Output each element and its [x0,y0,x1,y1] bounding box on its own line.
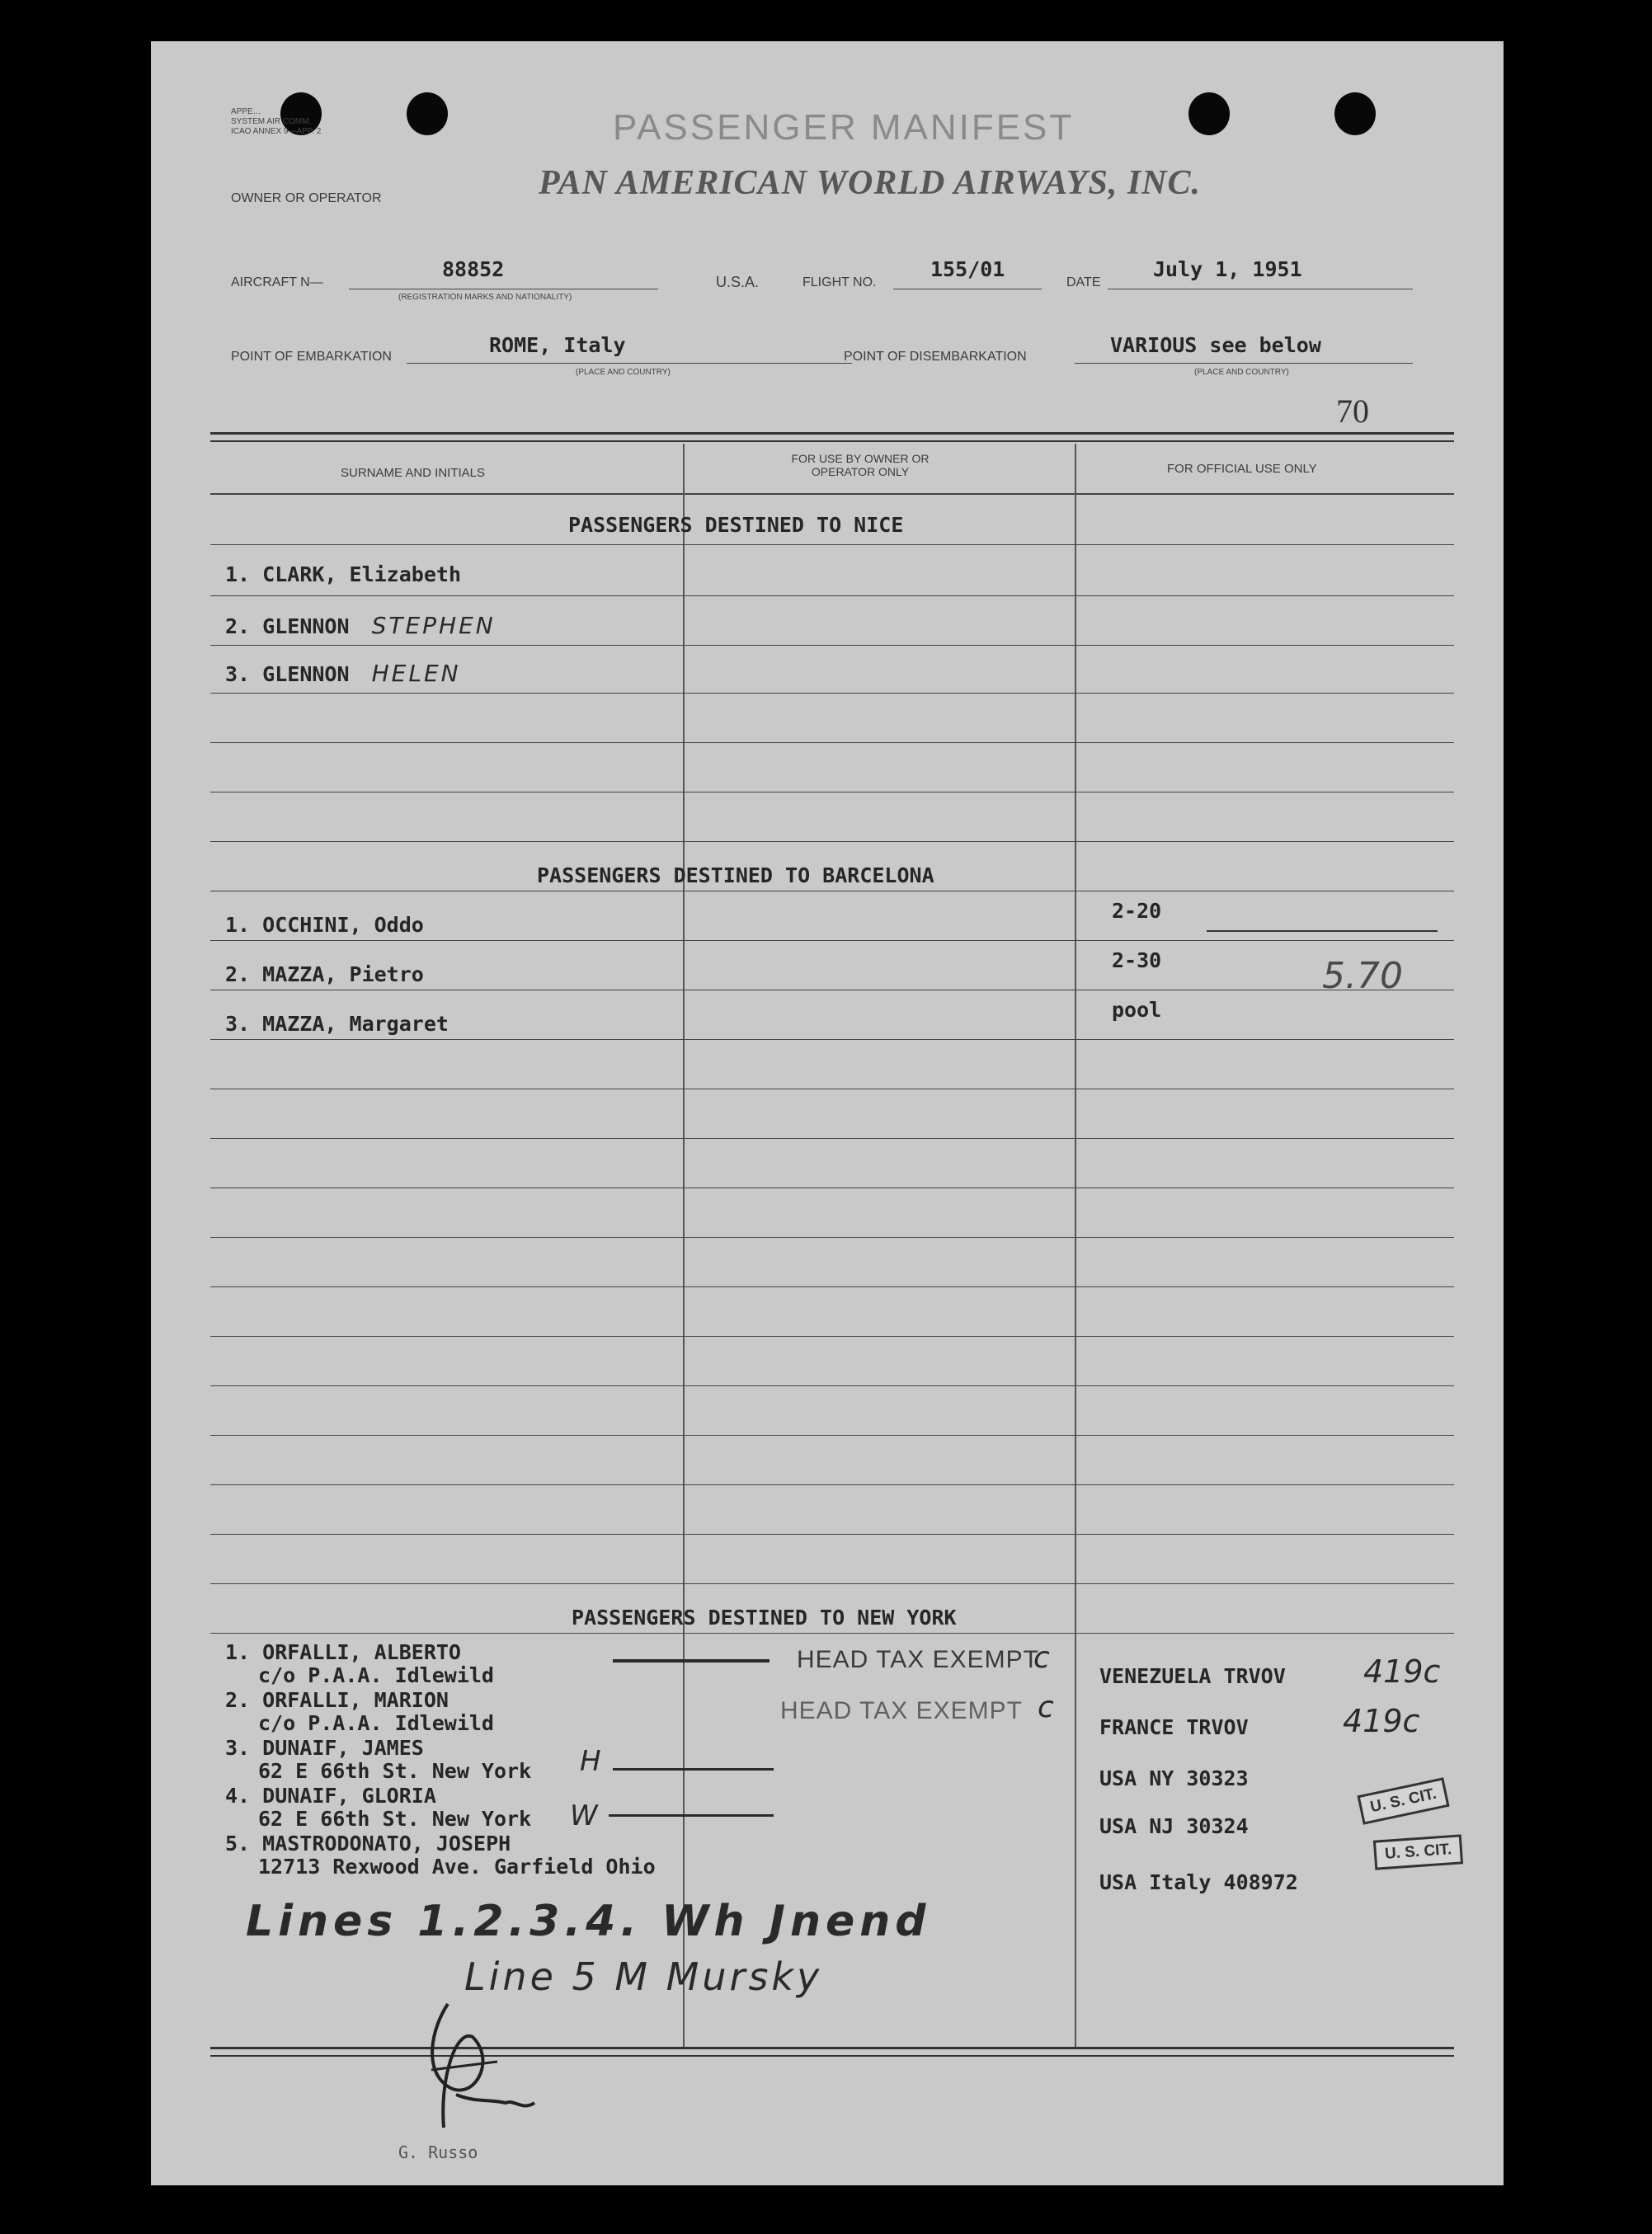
handwritten-mark: c [1038,1691,1054,1724]
flight-label: FLIGHT NO. [802,275,877,289]
usa-label: U.S.A. [716,274,760,290]
passenger-row: 1. OCCHINI, Oddo [225,913,424,937]
us-citizen-stamp: U. S. CIT. [1357,1777,1449,1825]
flight-number: 155/01 [930,257,1005,281]
date-label: DATE [1066,275,1101,289]
passenger-row: 3. MAZZA, Margaret [225,1012,449,1036]
signer-name: G. Russo [398,2142,478,2162]
handwritten-mark: W [570,1799,598,1832]
passenger-row: 1. ORFALLI, ALBERTO c/o P.A.A. Idlewild [225,1640,494,1687]
registration-caption: (REGISTRATION MARKS AND NATIONALITY) [398,293,572,302]
official-entry: VENEZUELA TRVOV [1099,1664,1286,1688]
official-entry: FRANCE TRVOV [1099,1715,1249,1739]
handwritten-total: 5.70 [1322,955,1403,997]
passenger-row: 3. DUNAIF, JAMES 62 E 66th St. New York [225,1736,532,1783]
flight-date: July 1, 1951 [1153,257,1302,281]
punch-hole [1334,92,1376,135]
form-reference: APPE… SYSTEM AIR COMM. ICAO ANNEX 9—APP. 2 [231,107,322,136]
owner-label: OWNER OR OPERATOR [231,191,382,205]
punch-hole [1188,92,1230,135]
handwritten-count: 70 [1336,393,1369,430]
section-heading-new-york: PASSENGERS DESTINED TO NEW YORK [572,1606,957,1630]
head-tax-exempt-stamp: HEAD TAX EXEMPT [780,1697,1023,1724]
handwritten-note: Lines 1.2.3.4. Wh Jnend [246,1897,931,1946]
passenger-row: 5. MASTRODONATO, JOSEPH 12713 Rexwood Ave. Garfield Ohio [225,1832,656,1879]
aircraft-number: 88852 [442,257,505,281]
place-caption: (PLACE AND COUNTRY) [576,368,671,377]
column-official-use: FOR OFFICIAL USE ONLY [1167,462,1317,476]
official-entry: 2-20 [1112,899,1162,923]
official-entry: USA NY 30323 [1099,1766,1249,1790]
head-tax-exempt-stamp: HEAD TAX EXEMPT [797,1646,1039,1673]
us-citizen-stamp: U. S. CIT. [1373,1834,1464,1870]
disembarkation-label: POINT OF DISEMBARKATION [844,350,1027,364]
passenger-row: 3. GLENNON HELEN [225,660,461,687]
column-surname: SURNAME AND INITIALS [341,466,486,480]
handwritten-mark: H [580,1745,601,1778]
punch-hole [407,92,448,135]
official-entry: pool [1112,998,1162,1022]
official-entry: 2-30 [1112,948,1162,972]
passenger-row: 1. CLARK, Elizabeth [225,562,461,586]
embarkation-point: ROME, Italy [489,333,626,357]
handwritten-visa: 419c [1363,1653,1441,1690]
aircraft-label: AIRCRAFT N— [231,275,323,289]
column-owner-use: FOR USE BY OWNER OR OPERATOR ONLY [791,452,930,478]
passenger-row: 2. MAZZA, Pietro [225,962,424,986]
section-heading-barcelona: PASSENGERS DESTINED TO BARCELONA [537,863,934,887]
operator-name: PAN AMERICAN WORLD AIRWAYS, INC. [539,164,1202,202]
passenger-row: 4. DUNAIF, GLORIA 62 E 66th St. New York [225,1784,532,1831]
handwritten-visa: 419c [1343,1703,1420,1739]
form-title: PASSENGER MANIFEST [613,107,1075,148]
passenger-row: 2. GLENNON STEPHEN [225,612,496,639]
official-entry: USA NJ 30324 [1099,1814,1249,1838]
section-heading-nice: PASSENGERS DESTINED TO NICE [568,513,904,537]
disembarkation-point: VARIOUS see below [1110,333,1321,357]
place-caption: (PLACE AND COUNTRY) [1194,368,1289,377]
embarkation-label: POINT OF EMBARKATION [231,350,392,364]
manifest-sheet [151,41,1504,2185]
handwritten-note: Line 5 M Mursky [464,1954,823,1999]
handwritten-mark: c [1033,1641,1050,1675]
passenger-row: 2. ORFALLI, MARION c/o P.A.A. Idlewild [225,1688,494,1735]
official-entry: USA Italy 408972 [1099,1870,1298,1894]
handwritten-signature [398,1979,580,2144]
